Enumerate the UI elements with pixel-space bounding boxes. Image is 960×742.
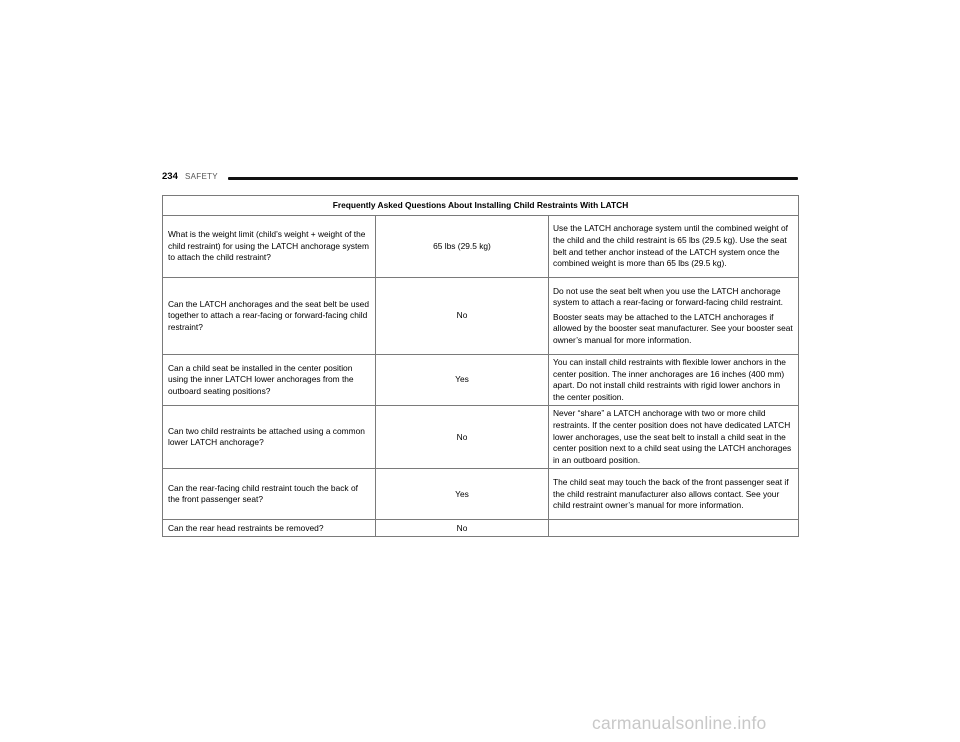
header-rule bbox=[228, 177, 798, 180]
table-title: Frequently Asked Questions About Installing Child Restraints With LATCH bbox=[163, 196, 799, 216]
watermark-text: carmanualsonline.info bbox=[592, 713, 767, 733]
page-header bbox=[162, 171, 798, 185]
notes-cell bbox=[549, 406, 799, 469]
table-row bbox=[163, 406, 799, 469]
table-row bbox=[163, 216, 799, 278]
page-number: 234 bbox=[162, 171, 178, 182]
answer-cell: Yes bbox=[376, 355, 549, 406]
note-paragraph: Do not use the seat belt when you use the LATCH anchorage system to attach a rear-facing or forward-facing child restraint. bbox=[553, 285, 783, 308]
note-paragraph: Use the LATCH anchorage system until the combined weight of the child and the child restraint is 65 lbs (29.5 kg). Use the seat belt and tether anchor instead of the LATCH system once the combined weight is more than 65 lbs (29.5 kg). bbox=[553, 223, 788, 269]
note-paragraph: The child seat may touch the back of the front passenger seat if the child restraint manufacturer also allows contact. See your child restraint owner’s manual for more information. bbox=[553, 476, 789, 511]
table-row bbox=[163, 520, 799, 537]
note-paragraph: Never “share” a LATCH anchorage with two or more child restraints. If the center position does not have dedicated LATCH lower anchorages, use the seat belt to install a child seat in the center position next to a child seat using the LATCH anchorages in an outboard position. bbox=[553, 408, 792, 465]
question-cell: What is the weight limit (child’s weight + weight of the child restraint) for using the LATCH anchorage system to attach the child restraint? bbox=[163, 216, 376, 278]
question-cell: Can the LATCH anchorages and the seat belt be used together to attach a rear-facing or forward-facing child restraint? bbox=[163, 278, 376, 355]
table-row bbox=[163, 278, 799, 355]
note-paragraph: You can install child restraints with flexible lower anchors in the center position. The inner anchorages are 16 inches (400 mm) apart. Do not install child restraints with rigid lower anchors in the center position. bbox=[553, 357, 786, 402]
notes-cell bbox=[549, 355, 799, 406]
question-cell: Can the rear-facing child restraint touch the back of the front passenger seat? bbox=[163, 469, 376, 520]
question-cell: Can two child restraints be attached using a common lower LATCH anchorage? bbox=[163, 406, 376, 469]
answer-cell: No bbox=[376, 278, 549, 355]
notes-cell bbox=[549, 469, 799, 520]
latch-faq-table bbox=[162, 195, 799, 537]
notes-cell bbox=[549, 520, 799, 537]
question-cell: Can a child seat be installed in the center position using the inner LATCH lower anchorages from the outboard seating positions? bbox=[163, 355, 376, 406]
notes-cell bbox=[549, 216, 799, 278]
question-cell: Can the rear head restraints be removed? bbox=[163, 520, 376, 537]
answer-cell: No bbox=[376, 520, 549, 537]
note-paragraph: Booster seats may be attached to the LATCH anchorages if allowed by the booster seat manufacturer. See your booster seat owner’s manual for more information. bbox=[553, 311, 793, 345]
answer-cell: 65 lbs (29.5 kg) bbox=[376, 216, 549, 278]
table-row bbox=[163, 469, 799, 520]
table-row bbox=[163, 355, 799, 406]
answer-cell: No bbox=[376, 406, 549, 469]
section-title: SAFETY bbox=[185, 172, 218, 181]
answer-cell: Yes bbox=[376, 469, 549, 520]
notes-cell bbox=[549, 278, 799, 355]
